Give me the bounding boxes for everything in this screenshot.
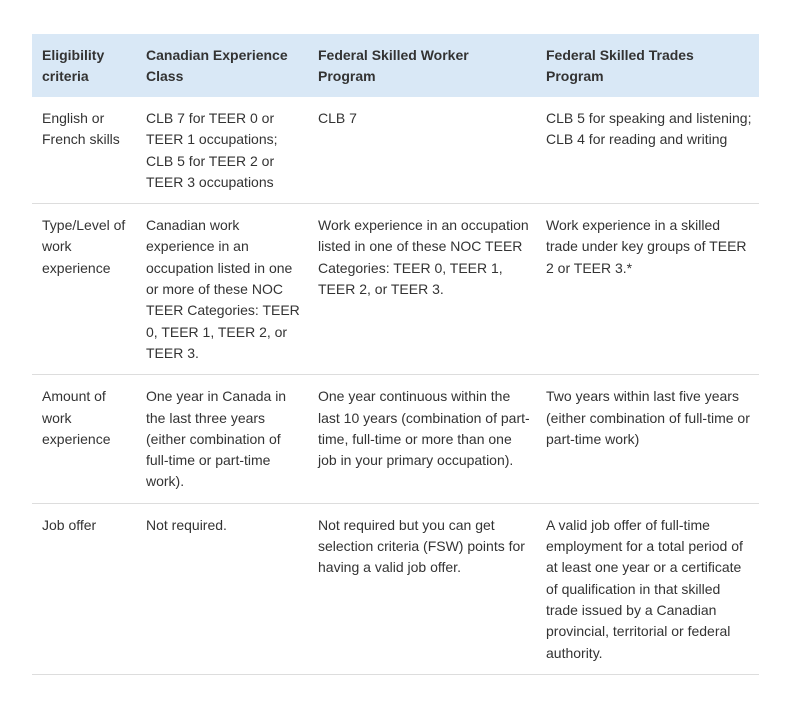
- table-header: [32, 34, 759, 97]
- table-row: [32, 97, 759, 204]
- fsw-cell: Not required but you can get selection criteria (FSW) points for having a valid job offer.: [308, 503, 536, 674]
- criteria-cell: Job offer: [32, 503, 136, 674]
- header-row: [32, 34, 759, 97]
- fsw-cell: CLB 7: [308, 97, 536, 204]
- criteria-cell: Amount of work experience: [32, 375, 136, 503]
- fst-cell: CLB 5 for speaking and listening; CLB 4 for reading and writing: [536, 97, 759, 204]
- fst-cell: Work experience in a skilled trade under key groups of TEER 2 or TEER 3.*: [536, 204, 759, 375]
- header-eligibility-criteria: Eligibility criteria: [32, 34, 136, 97]
- cec-cell: CLB 7 for TEER 0 or TEER 1 occupations; CLB 5 for TEER 2 or TEER 3 occupations: [136, 97, 308, 204]
- eligibility-table-container: [32, 34, 759, 675]
- eligibility-comparison-table: [32, 34, 759, 675]
- cec-cell: One year in Canada in the last three years (either combination of full-time or part-time work).: [136, 375, 308, 503]
- fst-cell: Two years within last five years (either combination of full-time or part-time work): [536, 375, 759, 503]
- table-row: [32, 375, 759, 503]
- header-federal-skilled-trades: Federal Skilled Trades Program: [536, 34, 759, 97]
- header-canadian-experience-class: Canadian Experience Class: [136, 34, 308, 97]
- criteria-cell: English or French skills: [32, 97, 136, 204]
- table-row: [32, 204, 759, 375]
- header-federal-skilled-worker: Federal Skilled Worker Program: [308, 34, 536, 97]
- fsw-cell: One year continuous within the last 10 years (combination of part-time, full-time or more than one job in your primary occupation).: [308, 375, 536, 503]
- cec-cell: Canadian work experience in an occupation listed in one or more of these NOC TEER Categories: TEER 0, TEER 1, TEER 2, or TEER 3.: [136, 204, 308, 375]
- criteria-cell: Type/Level of work experience: [32, 204, 136, 375]
- table-row: [32, 503, 759, 674]
- table-body: [32, 97, 759, 674]
- fst-cell: A valid job offer of full-time employment for a total period of at least one year or a certificate of qualification in that skilled trade issued by a Canadian provincial, territorial or federal authority.: [536, 503, 759, 674]
- fsw-cell: Work experience in an occupation listed in one of these NOC TEER Categories: TEER 0, TEER 1, TEER 2, or TEER 3.: [308, 204, 536, 375]
- cec-cell: Not required.: [136, 503, 308, 674]
